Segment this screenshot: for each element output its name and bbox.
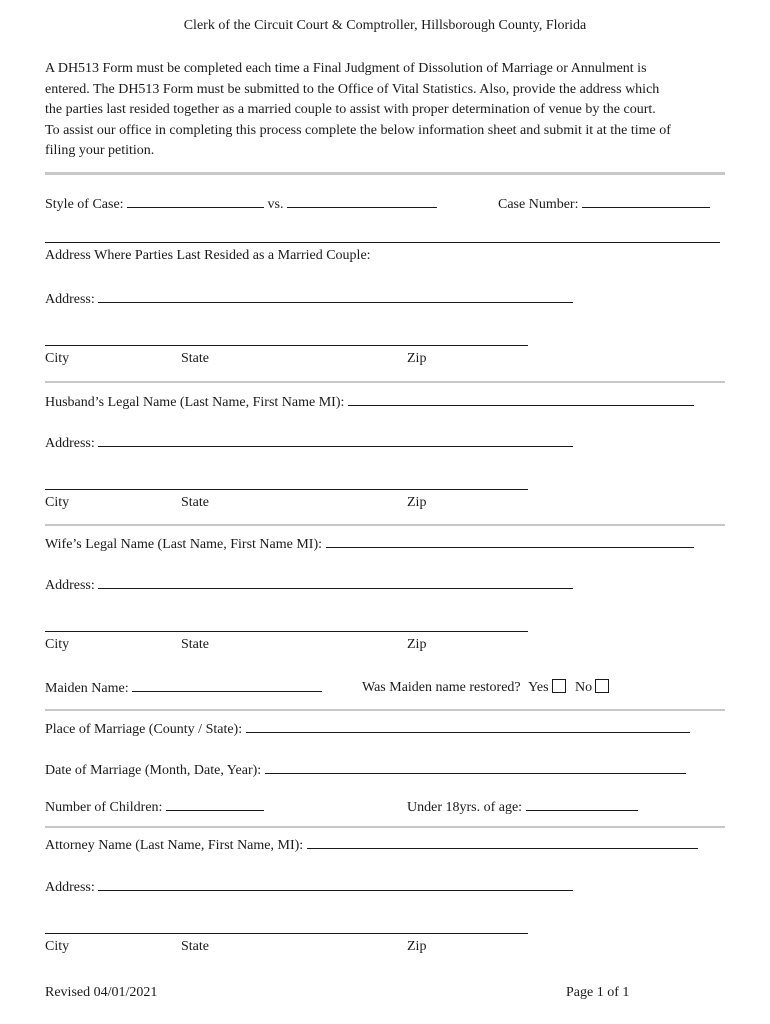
husband-name-label: Husband’s Legal Name (Last Name, First Name MI): <box>45 395 345 410</box>
intro-line: filing your petition. <box>45 143 155 158</box>
last-address-field[interactable] <box>98 290 573 303</box>
under-18-field[interactable] <box>526 798 638 811</box>
wife-city-line[interactable] <box>45 631 528 632</box>
intro-line: A DH513 Form must be completed each time a Final Judgment of Dissolution of Marriage or Annulment is <box>45 61 647 76</box>
maiden-name-row <box>45 679 322 697</box>
city-label: City <box>45 637 70 652</box>
case-number-label: Case Number: <box>498 197 579 212</box>
state-label: State <box>181 637 209 652</box>
number-of-children-label: Number of Children: <box>45 800 163 815</box>
style-of-case-row <box>45 195 437 213</box>
no-checkbox[interactable] <box>595 679 609 693</box>
address-label: Address: <box>45 880 95 895</box>
attorney-name-field[interactable] <box>307 836 698 849</box>
number-of-children-field[interactable] <box>166 798 264 811</box>
address-label: Address: <box>45 436 95 451</box>
number-of-children-row <box>45 798 264 816</box>
intro-line: To assist our office in completing this process complete the below information sheet and submit it at the time of <box>45 122 671 138</box>
no-label: No <box>575 680 593 695</box>
address-label: Address: <box>45 578 95 593</box>
state-label: State <box>181 495 209 510</box>
maiden-restored-row <box>362 679 609 696</box>
attorney-address-row <box>45 878 573 896</box>
husband-name-field[interactable] <box>348 393 694 406</box>
zip-label: Zip <box>407 939 427 954</box>
intro-line: entered. The DH513 Form must be submitted to the Office of Vital Statistics. Also, provide the address which <box>45 81 660 97</box>
revised-date: Revised 04/01/2021 <box>45 985 158 1000</box>
case-number-field[interactable] <box>582 195 710 208</box>
zip-label: Zip <box>407 351 427 366</box>
city-label: City <box>45 939 70 954</box>
section-divider <box>45 709 725 711</box>
wife-address-row <box>45 576 573 594</box>
address-label: Address: <box>45 292 95 307</box>
husband-address-row <box>45 434 573 452</box>
maiden-restored-label: Was Maiden name restored? <box>362 680 521 695</box>
husband-address-field[interactable] <box>98 434 573 447</box>
section-divider <box>45 826 725 828</box>
city-label: City <box>45 351 70 366</box>
date-of-marriage-label: Date of Marriage (Month, Date, Year): <box>45 763 262 778</box>
full-width-line[interactable] <box>45 242 720 243</box>
zip-label: Zip <box>407 637 427 652</box>
attorney-name-row <box>45 836 698 854</box>
section-divider <box>45 172 725 175</box>
last-address-heading: Address Where Parties Last Resided as a Married Couple: <box>45 248 371 263</box>
under-18-label: Under 18yrs. of age: <box>407 800 523 815</box>
page-title: Clerk of the Circuit Court & Comptroller, Hillsborough County, Florida <box>183 18 587 33</box>
maiden-name-field[interactable] <box>132 679 322 692</box>
yes-checkbox[interactable] <box>552 679 566 693</box>
state-label: State <box>181 939 209 954</box>
state-label: State <box>181 351 209 366</box>
last-address-city-line[interactable] <box>45 345 528 346</box>
zip-label: Zip <box>407 495 427 510</box>
last-address-row <box>45 290 573 308</box>
attorney-name-label: Attorney Name (Last Name, First Name, MI): <box>45 838 304 853</box>
under-18-row <box>407 798 638 816</box>
page-number: Page 1 of 1 <box>566 985 630 1000</box>
style-of-case-defendant-field[interactable] <box>287 195 437 208</box>
date-of-marriage-field[interactable] <box>265 761 686 774</box>
wife-name-field[interactable] <box>326 535 694 548</box>
style-of-case-label: Style of Case: <box>45 197 124 212</box>
attorney-city-line[interactable] <box>45 933 528 934</box>
husband-city-line[interactable] <box>45 489 528 490</box>
city-label: City <box>45 495 70 510</box>
case-number-row <box>498 195 710 213</box>
wife-address-field[interactable] <box>98 576 573 589</box>
yes-label: Yes <box>528 680 549 695</box>
wife-name-label: Wife’s Legal Name (Last Name, First Name MI): <box>45 537 323 552</box>
maiden-name-label: Maiden Name: <box>45 681 129 696</box>
intro-paragraph <box>45 59 729 162</box>
husband-name-row <box>45 393 694 411</box>
place-of-marriage-row <box>45 720 690 738</box>
place-of-marriage-field[interactable] <box>246 720 690 733</box>
vs-label: vs. <box>267 197 284 212</box>
place-of-marriage-label: Place of Marriage (County / State): <box>45 722 243 737</box>
section-divider <box>45 381 725 383</box>
style-of-case-plaintiff-field[interactable] <box>127 195 264 208</box>
intro-line: the parties last resided together as a married couple to assist with proper determination of venue by the court. <box>45 102 656 117</box>
wife-name-row <box>45 535 694 553</box>
section-divider <box>45 524 725 526</box>
attorney-address-field[interactable] <box>98 878 573 891</box>
date-of-marriage-row <box>45 761 686 779</box>
